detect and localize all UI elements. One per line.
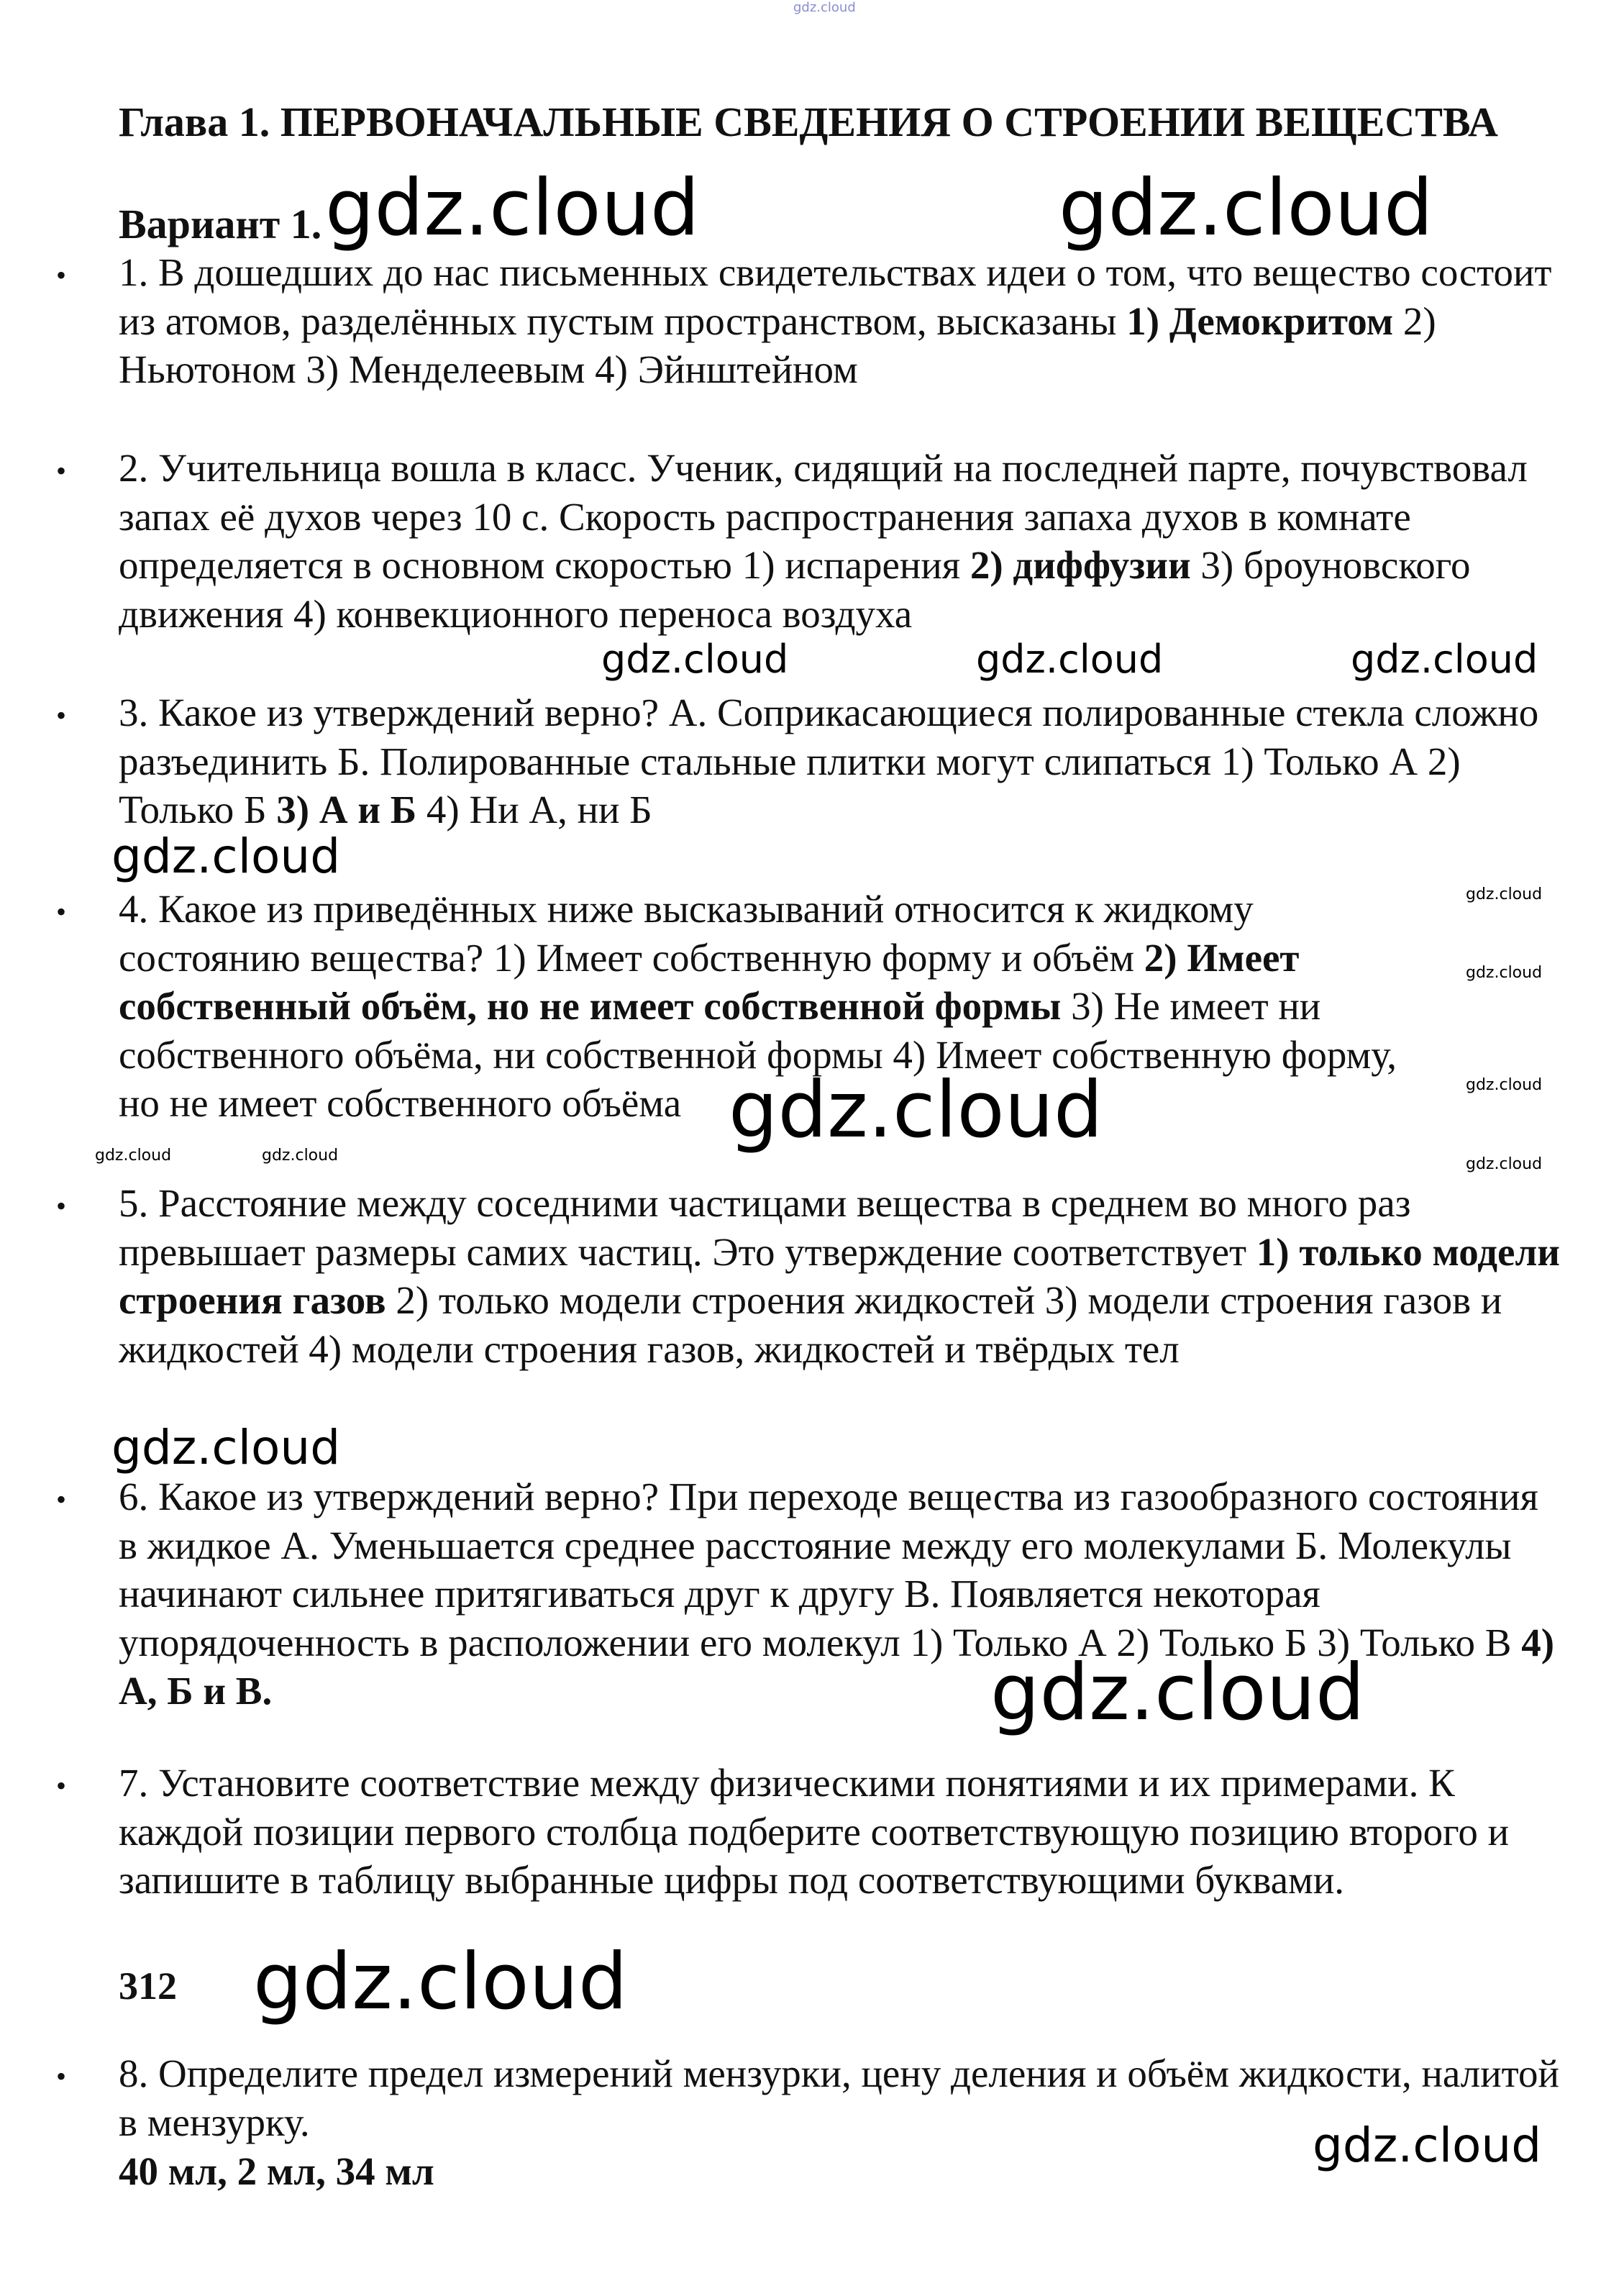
bullet-icon: • [56, 2060, 67, 2092]
watermark: gdz.cloud [1313, 2118, 1542, 2173]
bullet-icon: • [56, 1769, 67, 1802]
bullet-icon: • [56, 455, 67, 487]
answer-6: 4) А, Б и В. [119, 1620, 1555, 1713]
watermark: gdz.cloud [262, 1147, 339, 1165]
watermark: gdz.cloud [111, 829, 341, 884]
bullet-icon: • [56, 699, 67, 732]
chapter-title: Глава 1. ПЕРВОНАЧАЛЬНЫЕ СВЕДЕНИЯ О СТРОЕНИИ ВЕЩЕСТВА [119, 99, 1498, 145]
watermark: gdz.cloud [325, 163, 700, 253]
question-2: 2. Учительница вошла в класс. Ученик, сидящий на последней парте, почувствовал запах её духов через 10 с. Скорость распространения запаха духов в комнате определяется в основном скоростью 1) испарения 2) диффузии 3) броуновского движения 4) конвекционного переноса воздуха [119, 446, 1528, 636]
watermark: gdz.cloud [976, 637, 1164, 682]
answer-8: 40 мл, 2 мл, 34 мл [119, 2149, 434, 2193]
variant-label: Вариант 1. [119, 201, 322, 247]
watermark: gdz.cloud [1059, 163, 1433, 253]
bullet-icon: • [56, 896, 67, 928]
answer-1: 1) Демокритом [1126, 299, 1394, 343]
watermark: gdz.cloud [1466, 1155, 1543, 1173]
bullet-icon: • [56, 1483, 67, 1516]
question-5: 5. Расстояние между соседними частицами вещества в среднем во много раз превышает размеры самих частиц. Это утверждение соответствует 1) только модели строения газов 2) только модели строения жидкостей 3) модели строения газов и жидкостей 4) модели строения газов, жидкостей и твёрдых тел [119, 1181, 1560, 1371]
header-watermark: gdz.cloud [793, 0, 856, 15]
question-1: 1. В дошедших до нас письменных свидетельствах идеи о том, что вещество состоит из атомов, разделённых пустым пространством, высказаны 1) Демокритом 2) Ньютоном 3) Менделеевым 4) Эйнштейном [119, 250, 1552, 391]
question-6: 6. Какое из утверждений верно? При переходе вещества из газообразного состояния в жидкое А. Уменьшается среднее расстояние между его молекулами Б. Молекулы начинают сильнее притягиваться друг к другу В. Появляется некоторая упорядоченность в расположении его молекул 1) Только А 2) Только Б 3) Только В 4) А, Б и В. [119, 1475, 1555, 1713]
watermark: gdz.cloud [253, 1937, 628, 2027]
answer-5: 1) только модели строения газов [119, 1229, 1560, 1322]
question-8: 8. Определите предел измерений мензурки, цену деления и объём жидкости, налитой в мензурку. [119, 2051, 1559, 2144]
question-3: 3. Какое из утверждений верно? А. Соприкасающиеся полированные стекла сложно разъединить Б. Полированные стальные плитки могут слипаться 1) Только А 2) Только Б 3) А и Б 4) Ни А, ни Б [119, 691, 1539, 832]
answer-2: 2) диффузии [970, 543, 1191, 587]
bullet-icon: • [56, 1190, 67, 1222]
watermark: gdz.cloud [1351, 637, 1538, 682]
question-4: 4. Какое из приведённых ниже высказываний относится к жидкому состоянию вещества? 1) Имеет собственную форму и объём 2) Имеет собственный объём, но не имеет собственной формы 3) Не имеет ни собственного объёма, ни собственной формы 4) Имеет собственную форму, но не имеет собственного объёма [119, 887, 1397, 1125]
watermark: gdz.cloud [1466, 1076, 1543, 1094]
answer-3: 3) А и Б [276, 788, 417, 832]
answer-4: 2) Имеет собственный объём, но не имеет собственной формы [119, 935, 1300, 1028]
watermark: gdz.cloud [1466, 964, 1543, 982]
watermark: gdz.cloud [95, 1147, 172, 1165]
watermark: gdz.cloud [111, 1420, 341, 1475]
question-7: 7. Установите соответствие между физическими понятиями и их примерами. К каждой позиции первого столбца подберите соответствующую позицию второго и запишите в таблицу выбранные цифры под соответствующими буквами. [119, 1761, 1510, 1902]
watermark: gdz.cloud [601, 637, 789, 682]
page-number: 312 [119, 1964, 177, 2008]
watermark: gdz.cloud [1466, 885, 1543, 903]
watermark: gdz.cloud [990, 1648, 1365, 1738]
bullet-icon: • [56, 259, 67, 291]
watermark: gdz.cloud [729, 1065, 1103, 1155]
